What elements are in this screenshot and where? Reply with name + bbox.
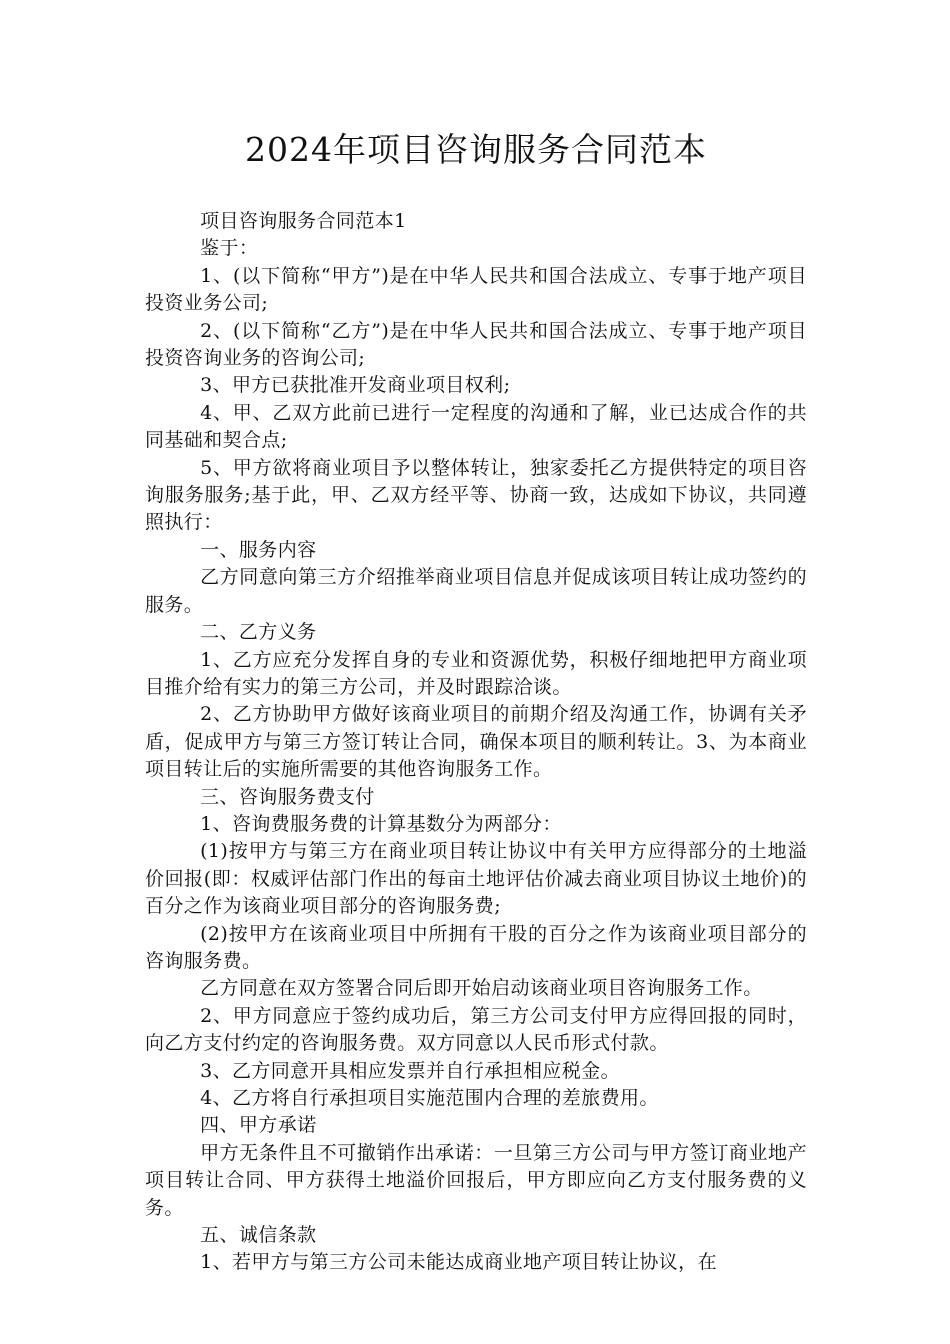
paragraph: 1、咨询费服务费的计算基数分为两部分： xyxy=(200,812,562,835)
paragraph: 乙方同意在双方签署合同后即开始启动该商业项目咨询服务工作。 xyxy=(200,977,763,1000)
paragraph: 鉴于： xyxy=(200,237,259,260)
paragraph: 甲方无条件且不可撤销作出承诺：一旦第三方公司与甲方签订商业地产项目转让合同、甲方获得土地溢价回报后，甲方即应向乙方支付服务费的义务。 xyxy=(145,1141,807,1219)
paragraph: 乙方同意向第三方介绍推举商业项目信息并促成该项目转让成功签约的服务。 xyxy=(145,566,807,616)
section-heading: 五、诚信条款 xyxy=(200,1224,317,1247)
paragraph: 5、甲方欲将商业项目予以整体转让，独家委托乙方提供特定的项目咨询服务服务;基于此，甲、乙双方经平等、协商一致，达成如下协议，共同遵照执行： xyxy=(145,456,807,534)
paragraph: 2、(以下简称“乙方”)是在中华人民共和国合法成立、专事于地产项目投资咨询业务的咨询公司; xyxy=(145,319,807,370)
paragraph: 1、乙方应充分发挥自身的专业和资源优势，积极仔细地把甲方商业项目推介给有实力的第三方公司，并及时跟踪洽谈。 xyxy=(145,648,807,698)
paragraph: (2)按甲方在该商业项目中所拥有干股的百分之作为该商业项目部分的咨询服务费。 xyxy=(145,922,807,972)
section-heading: 三、咨询服务费支付 xyxy=(200,785,375,808)
paragraph: 3、乙方同意开具相应发票并自行承担相应税金。 xyxy=(200,1059,620,1082)
paragraph: 1、若甲方与第三方公司未能达成商业地产项目转让协议，在 xyxy=(200,1251,717,1274)
document-title: 2024年项目咨询服务合同范本 xyxy=(245,130,707,169)
section-heading: 二、乙方义务 xyxy=(200,621,317,644)
paragraph: (1)按甲方与第三方在商业项目转让协议中有关甲方应得部分的土地溢价回报(即：权威评估部门作出的每亩土地评估价减去商业项目协议土地价)的百分之作为该商业项目部分的咨询服务费; xyxy=(145,840,807,918)
paragraph: 4、乙方将自行承担项目实施范围内合理的差旅费用。 xyxy=(200,1087,659,1109)
paragraph: 2、乙方协助甲方做好该商业项目的前期介绍及沟通工作，协调有关矛盾，促成甲方与第三方签订转让合同，确保本项目的顺利转让。3、为本商业项目转让后的实施所需要的其他咨询服务工作。 xyxy=(145,703,807,781)
document-body xyxy=(145,208,807,1277)
document-page xyxy=(145,130,807,1277)
paragraph: 1、(以下简称“甲方”)是在中华人民共和国合法成立、专事于地产项目投资业务公司; xyxy=(145,264,807,315)
paragraph: 2、甲方同意应于签约成功后，第三方公司支付甲方应得回报的同时，向乙方支付约定的咨询服务费。双方同意以人民币形式付款。 xyxy=(145,1004,807,1055)
paragraph: 3、甲方已获批准开发商业项目权利; xyxy=(200,374,511,397)
section-heading: 四、甲方承诺 xyxy=(200,1114,317,1137)
paragraph: 4、甲、乙双方此前已进行一定程度的沟通和了解，业已达成合作的共同基础和契合点; xyxy=(145,401,807,452)
section-heading: 一、服务内容 xyxy=(200,538,317,561)
paragraph: 项目咨询服务合同范本1 xyxy=(200,210,407,232)
